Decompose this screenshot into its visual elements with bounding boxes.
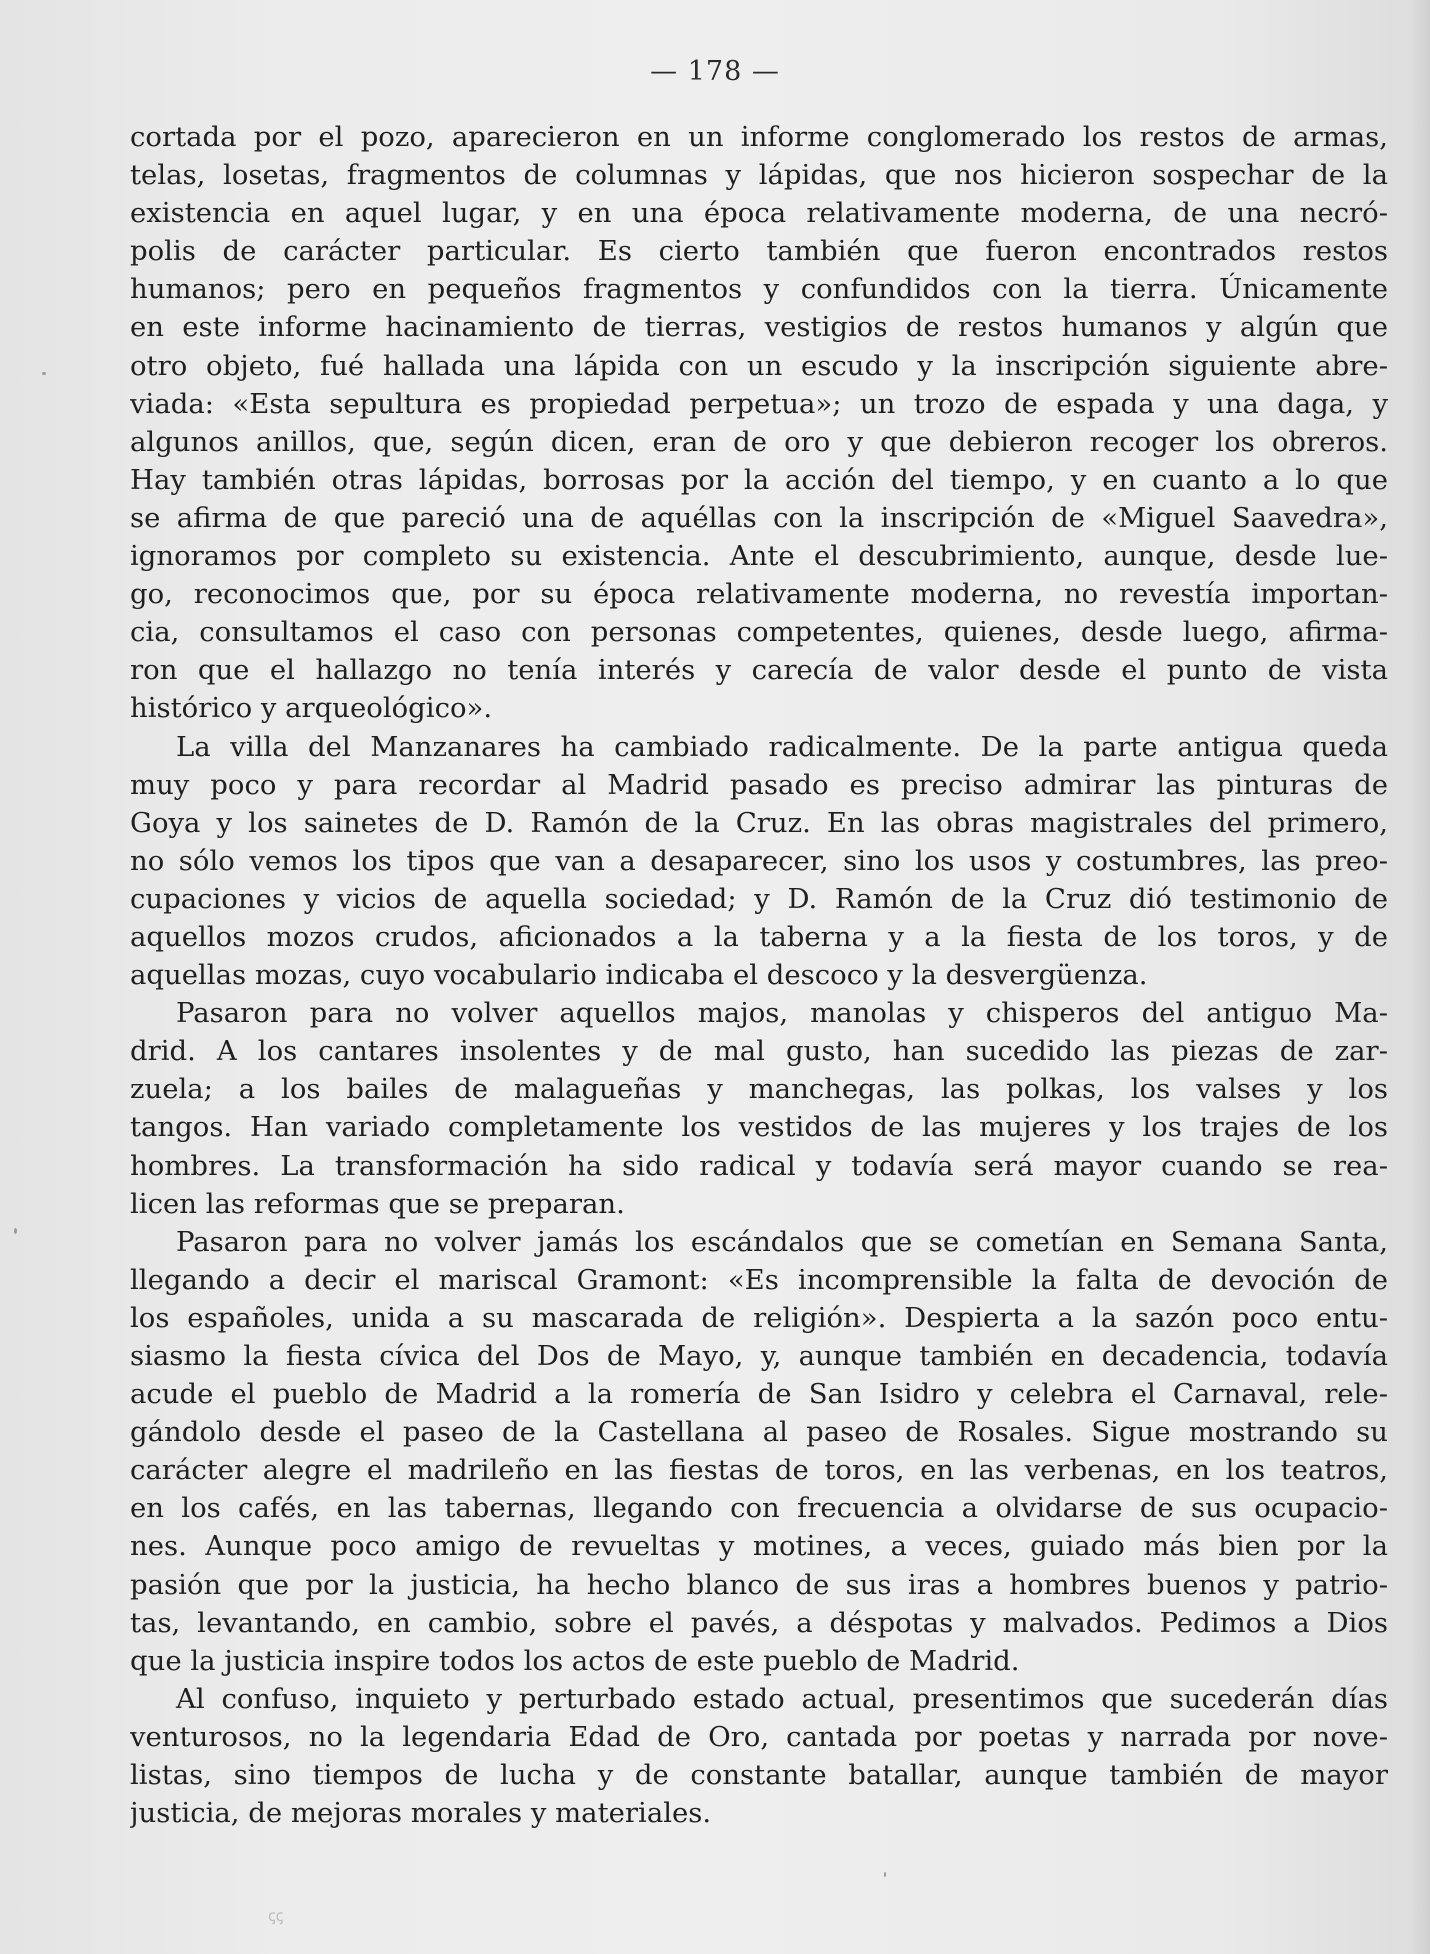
text-line: Goya y los sainetes de D. Ramón de la Cruz. En las obras magistrales del primero,	[130, 806, 1388, 839]
page-edge-shadow	[1412, 0, 1430, 1954]
text-line: pasión que por la justicia, ha hecho blanco de sus iras a hombres buenos y patrio-	[130, 1568, 1388, 1601]
text-line: cupaciones y vicios de aquella sociedad; y D. Ramón de la Cruz dió testimonio de	[130, 882, 1388, 915]
text-line: gándolo desde el paseo de la Castellana al paseo de Rosales. Sigue mostrando su	[130, 1416, 1388, 1449]
text-line: carácter alegre el madrileño en las fiestas de toros, en las verbenas, en los teatros,	[130, 1454, 1388, 1487]
text-line: existencia en aquel lugar, y en una época relativamente moderna, de una necró-	[130, 197, 1388, 230]
text-line: nes. Aunque poco amigo de revueltas y motines, a veces, guiado más bien por la	[130, 1530, 1388, 1563]
text-line: Pasaron para no volver aquellos majos, manolas y chisperos del antiguo Ma-	[176, 997, 1388, 1030]
text-line: Hay también otras lápidas, borrosas por la acción del tiempo, y en cuanto a lo que	[130, 463, 1388, 496]
text-line: muy poco y para recordar al Madrid pasado es preciso admirar las pinturas de	[130, 768, 1388, 801]
text-line: venturosos, no la legendaria Edad de Oro, cantada por poetas y narrada por nove-	[130, 1720, 1388, 1753]
text-line: acude el pueblo de Madrid a la romería de San Isidro y celebra el Carnaval, rele-	[130, 1378, 1388, 1411]
text-line: tangos. Han variado completamente los vestidos de las mujeres y los trajes de los	[130, 1111, 1388, 1144]
text-line: algunos anillos, que, según dicen, eran de oro y que debieron recoger los obreros.	[130, 425, 1388, 458]
text-line: siasmo la fiesta cívica del Dos de Mayo, y, aunque también en decadencia, todavía	[130, 1340, 1388, 1372]
text-line: histórico y arqueológico».	[130, 692, 493, 725]
text-line: no sólo vemos los tipos que van a desaparecer, sino los usos y costumbres, las preo-	[130, 844, 1388, 877]
text-line: que la justicia inspire todos los actos de este pueblo de Madrid.	[130, 1644, 1020, 1677]
text-line: drid. A los cantares insolentes y de mal gusto, han sucedido las piezas de zar-	[130, 1035, 1388, 1068]
page-number: — 178 —	[650, 56, 780, 87]
text-line: Al confuso, inquieto y perturbado estado actual, presentimos que sucederán días	[176, 1682, 1388, 1715]
text-line: en los cafés, en las tabernas, llegando con frecuencia a olvidarse de sus ocupacio-	[130, 1492, 1388, 1525]
text-line: hombres. La transformación ha sido radical y todavía será mayor cuando se rea-	[130, 1149, 1388, 1182]
text-line: La villa del Manzanares ha cambiado radicalmente. De la parte antigua queda	[176, 730, 1388, 763]
text-line: tas, levantando, en cambio, sobre el pavés, a déspotas y malvados. Pedimos a Dios	[130, 1606, 1388, 1639]
scan-speck	[42, 372, 46, 375]
body-text	[130, 118, 1388, 1832]
scan-mark: ꞔꞔ	[268, 1906, 284, 1925]
text-line: aquellos mozos crudos, aficionados a la taberna y a la fiesta de los toros, y de	[130, 920, 1388, 953]
scan-speck	[884, 1872, 886, 1877]
text-line: cortada por el pozo, aparecieron en un informe conglomerado los restos de armas,	[130, 121, 1388, 153]
text-line: listas, sino tiempos de lucha y de constante batallar, aunque también de mayor	[130, 1759, 1388, 1792]
text-line: zuela; a los bailes de malagueñas y manchegas, las polkas, los valses y los	[130, 1073, 1388, 1106]
text-line: polis de carácter particular. Es cierto también que fueron encontrados restos	[130, 235, 1388, 268]
text-line: cia, consultamos el caso con personas competentes, quienes, desde luego, afirma-	[130, 616, 1388, 649]
text-line: se afirma de que pareció una de aquéllas con la inscripción de «Miguel Saavedra»,	[130, 501, 1388, 534]
text-line: aquellas mozas, cuyo vocabulario indicaba el descoco y la desvergüenza.	[130, 959, 1148, 992]
text-line: Pasaron para no volver jamás los escándalos que se cometían en Semana Santa,	[176, 1225, 1388, 1258]
text-line: viada: «Esta sepultura es propiedad perpetua»; un trozo de espada y una daga, y	[130, 387, 1388, 420]
text-line: los españoles, unida a su mascarada de religión». Despierta a la sazón poco entu-	[130, 1301, 1388, 1334]
scan-speck	[14, 1228, 17, 1234]
text-line: ron que el hallazgo no tenía interés y carecía de valor desde el punto de vista	[130, 654, 1388, 687]
text-line: humanos; pero en pequeños fragmentos y confundidos con la tierra. Únicamente	[130, 273, 1388, 306]
text-line: telas, losetas, fragmentos de columnas y lápidas, que nos hicieron sospechar de la	[130, 159, 1388, 192]
text-line: llegando a decir el mariscal Gramont: «Es incomprensible la falta de devoción de	[130, 1263, 1388, 1296]
text-line: ignoramos por completo su existencia. Ante el descubrimiento, aunque, desde lue-	[130, 540, 1388, 573]
text-line: go, reconocimos que, por su época relativamente moderna, no revestía importan-	[130, 578, 1388, 611]
text-line: licen las reformas que se preparan.	[130, 1187, 625, 1220]
text-line: en este informe hacinamiento de tierras, vestigios de restos humanos y algún que	[130, 311, 1388, 344]
text-line: justicia, de mejoras morales y materiales.	[130, 1797, 712, 1830]
text-line: otro objeto, fué hallada una lápida con un escudo y la inscripción siguiente abre-	[130, 349, 1388, 382]
